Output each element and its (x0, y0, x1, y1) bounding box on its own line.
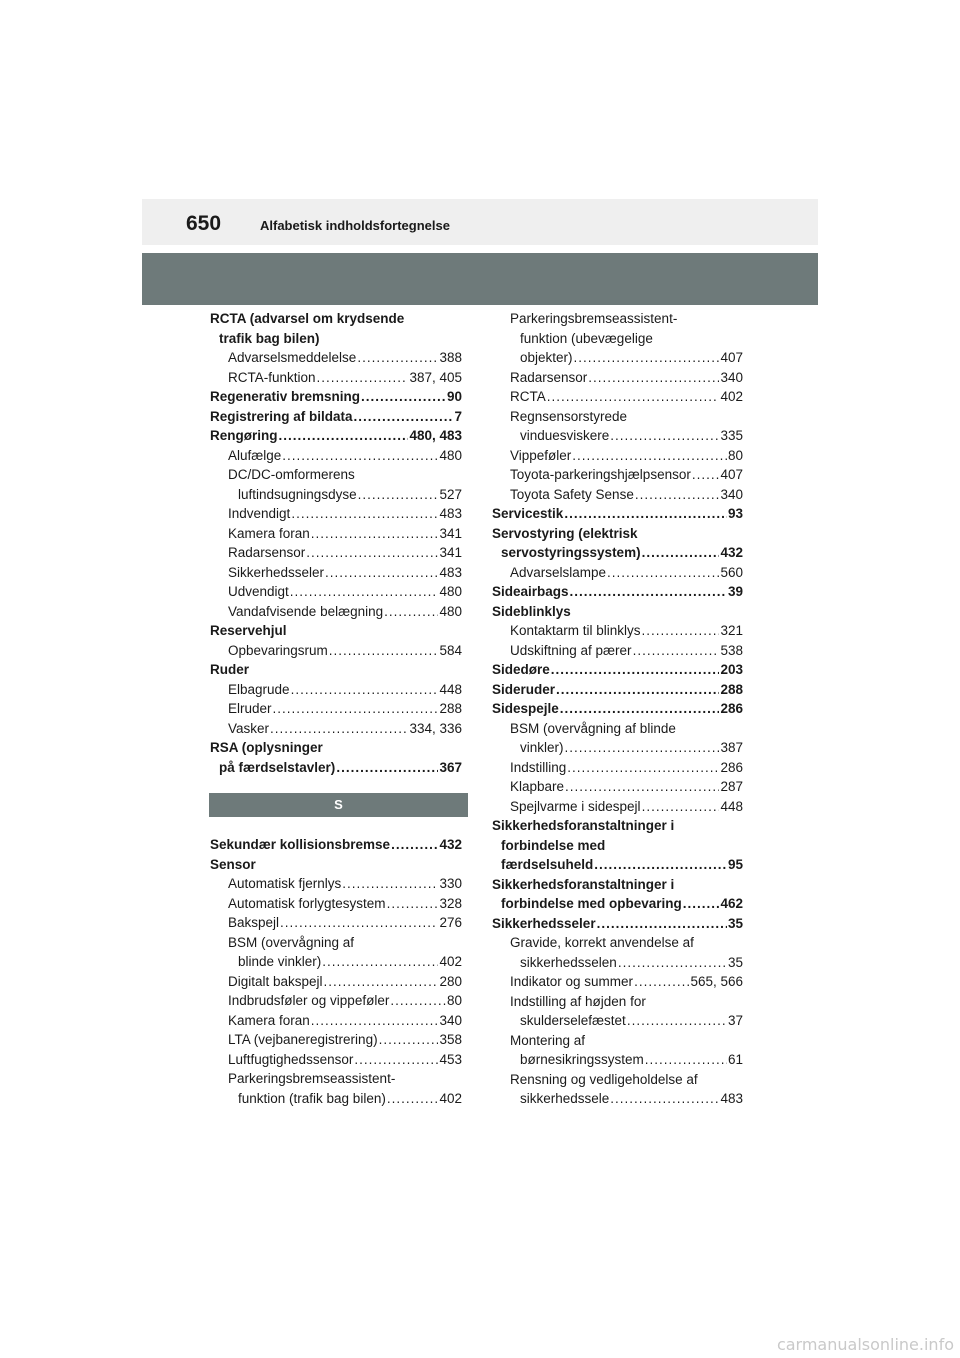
index-entry (492, 329, 743, 349)
entry-page: 39 (727, 584, 743, 599)
index-entry (210, 699, 462, 719)
index-entry (492, 777, 743, 797)
entry-page: 35 (727, 915, 743, 931)
entry-text: servostyringssystem) (501, 545, 641, 560)
entry-text: Toyota Safety Sense (510, 486, 634, 502)
index-entry (492, 855, 743, 875)
index-entry (210, 933, 462, 953)
entry-text: Sideblinklys (492, 603, 571, 619)
entry-page: 330 (439, 876, 462, 891)
index-entry (210, 758, 462, 778)
index-entry (210, 680, 462, 700)
index-group-r (210, 309, 462, 777)
entry-text: Sidespejle (492, 701, 559, 716)
index-entry (210, 621, 462, 641)
entry-text: RCTA (510, 389, 546, 404)
entry-text: Kamera foran (228, 525, 310, 541)
entry-text: Elruder (228, 701, 272, 716)
index-entry (210, 504, 462, 524)
dot-leader (642, 621, 720, 641)
index-entry (210, 426, 462, 446)
dot-leader (324, 972, 439, 992)
dot-leader (325, 563, 438, 583)
entry-text: på færdselstavler) (219, 759, 336, 775)
watermark: carmanualsonline.info (776, 1335, 954, 1354)
entry-text: RCTA (advarsel om krydsende (210, 311, 405, 326)
entry-page: 93 (727, 506, 743, 521)
entry-text: Regnsensorstyrede (510, 408, 628, 424)
dot-leader (336, 758, 438, 778)
dot-leader (634, 972, 689, 992)
entry-page: 276 (439, 915, 462, 930)
entry-text: Toyota-parkeringshjælpsensor (510, 467, 691, 482)
entry-text: Alufælge (228, 447, 282, 463)
entry-text: Sikkerhedsseler (492, 915, 596, 931)
dot-leader (642, 797, 720, 817)
entry-text: Opbevaringsrum (228, 642, 328, 658)
index-entry (210, 465, 462, 485)
dot-leader (329, 641, 439, 661)
dot-leader (390, 991, 446, 1011)
index-entry (492, 953, 743, 973)
entry-text: Spejlvarme i sidespejl (510, 798, 641, 814)
index-entry (492, 446, 743, 466)
entry-text: færdselsuheld (501, 857, 594, 872)
entry-text: Radarsensor (228, 545, 306, 560)
entry-page: 286 (720, 701, 743, 716)
page-number: 650 (186, 212, 222, 235)
index-entry (492, 699, 743, 719)
entry-text: vinkler) (520, 740, 564, 755)
entry-page: 560 (720, 564, 743, 580)
index-entry (492, 1070, 743, 1090)
entry-text: Vippeføler (510, 447, 572, 463)
entry-text: Vasker (228, 720, 270, 736)
entry-text: Luftfugtighedssensor (228, 1051, 354, 1067)
dot-leader (551, 660, 720, 680)
dot-leader (361, 387, 446, 407)
entry-text: forbindelse med (501, 837, 606, 853)
index-entry (210, 835, 462, 855)
entry-page: 402 (720, 389, 743, 404)
entry-text: Radarsensor (510, 369, 588, 385)
index-entry (210, 602, 462, 622)
entry-text: Montering af (510, 1032, 586, 1048)
section-heading-s: S (209, 793, 468, 817)
entry-text: Elbagrude (228, 681, 290, 697)
entry-text: Sikkerhedsforanstaltninger i (492, 818, 675, 833)
entry-text: Indstilling af højden for (510, 993, 646, 1009)
dot-leader (560, 699, 720, 719)
index-entry (210, 641, 462, 661)
dot-leader (627, 1011, 727, 1031)
entry-page: 584 (439, 642, 462, 658)
entry-page: 358 (439, 1032, 462, 1047)
entry-page: 35 (727, 954, 743, 970)
index-entry (210, 719, 462, 739)
entry-page: 480 (439, 584, 462, 599)
dot-leader (291, 504, 438, 524)
entry-text: Parkeringsbremseassistent- (228, 1071, 396, 1086)
dot-leader (642, 543, 720, 563)
entry-text: DC/DC-omformerens (228, 467, 355, 482)
dot-leader (564, 504, 727, 524)
dot-leader (311, 1011, 439, 1031)
entry-page: 61 (727, 1052, 743, 1067)
dot-leader (645, 1050, 727, 1070)
index-entry (492, 407, 743, 427)
entry-text: Indikator og summer (510, 974, 634, 989)
entry-text: RCTA-funktion (228, 369, 316, 385)
entry-text: forbindelse med opbevaring (501, 896, 682, 911)
index-entry (492, 602, 743, 622)
dot-leader (635, 485, 720, 505)
index-entry (492, 1031, 743, 1051)
dot-leader (317, 368, 409, 388)
index-entry (210, 1030, 462, 1050)
entry-text: Registrering af bildata (210, 408, 353, 424)
entry-text: Sensor (210, 856, 256, 872)
index-entry (210, 348, 462, 368)
entry-page: 328 (439, 895, 462, 911)
entry-text: funktion (trafik bag bilen) (238, 1090, 386, 1106)
index-entry (210, 913, 462, 933)
entry-page: 480, 483 (409, 428, 462, 443)
entry-text: skulderselefæstet (520, 1013, 626, 1028)
dot-leader (556, 680, 719, 700)
dot-leader (273, 699, 439, 719)
index-entry (210, 660, 462, 680)
entry-text: Sideruder (492, 681, 556, 697)
dot-leader (547, 387, 720, 407)
dot-leader (279, 426, 409, 446)
entry-text: blinde vinkler) (238, 954, 322, 969)
entry-text: Automatisk fjernlys (228, 876, 342, 891)
entry-text: Gravide, korrekt anvendelse af (510, 935, 694, 950)
dot-leader (358, 485, 439, 505)
index-entry (210, 387, 462, 407)
entry-text: sikkerhedsselen (520, 954, 617, 970)
entry-page: 387 (720, 740, 743, 755)
dot-leader (594, 855, 727, 875)
dot-leader (597, 914, 727, 934)
index-entry (492, 758, 743, 778)
entry-text: BSM (overvågning af blinde (510, 720, 676, 736)
index-entry (492, 387, 743, 407)
index-entry (492, 933, 743, 953)
entry-page: 527 (439, 486, 462, 502)
entry-text: Sekundær kollisionsbremse (210, 837, 391, 852)
entry-page: 387, 405 (409, 369, 462, 385)
entry-text: Klapbare (510, 779, 565, 794)
entry-text: sikkerhedssele (520, 1091, 610, 1106)
entry-text: trafik bag bilen) (219, 330, 320, 346)
entry-page: 402 (439, 954, 462, 969)
entry-text: Digitalt bakspejl (228, 973, 323, 989)
entry-text: vinduesviskere (520, 428, 610, 443)
entry-text: luftindsugningsdyse (238, 486, 357, 502)
index-entry (210, 991, 462, 1011)
dot-leader (291, 680, 439, 700)
index-entry (210, 563, 462, 583)
entry-page: 288 (720, 681, 743, 697)
dot-leader (379, 1030, 439, 1050)
dot-leader (280, 913, 438, 933)
index-entry (492, 816, 743, 836)
index-entry (492, 348, 743, 368)
entry-text: funktion (ubevægelige (520, 330, 653, 346)
index-entry (210, 368, 462, 388)
dot-leader (565, 777, 719, 797)
entry-page: 480 (439, 447, 462, 463)
entry-page: 321 (720, 623, 743, 638)
entry-page: 335 (720, 428, 743, 443)
entry-page: 565, 566 (690, 974, 743, 989)
entry-page: 287 (720, 779, 743, 794)
entry-page: 367 (439, 759, 462, 775)
dot-leader (683, 894, 720, 914)
dot-leader (357, 348, 438, 368)
index-entry (492, 504, 743, 524)
entry-page: 340 (720, 486, 743, 502)
entry-text: Regenerativ bremsning (210, 389, 361, 404)
index-entry (492, 1050, 743, 1070)
index-entry (210, 446, 462, 466)
index-entry (492, 836, 743, 856)
index-entry (492, 738, 743, 758)
entry-text: Sideairbags (492, 584, 569, 599)
entry-page: 341 (439, 525, 462, 541)
entry-text: Udskiftning af pærer (510, 642, 632, 658)
entry-text: Kamera foran (228, 1012, 310, 1028)
entry-text: Sidedøre (492, 662, 550, 677)
entry-page: 340 (439, 1012, 462, 1028)
dot-leader (387, 1089, 439, 1109)
index-entry (210, 738, 462, 758)
index-entry (492, 465, 743, 485)
entry-page: 448 (439, 681, 462, 697)
dot-leader (588, 368, 719, 388)
dot-leader (342, 874, 438, 894)
index-entry (210, 543, 462, 563)
entry-page: 80 (446, 993, 462, 1008)
entry-text: Bakspejl (228, 915, 280, 930)
dot-leader (354, 407, 454, 427)
header-banner (142, 253, 818, 305)
dot-leader (570, 582, 727, 602)
dot-leader (290, 582, 439, 602)
index-entry (492, 485, 743, 505)
entry-text: Ruder (210, 662, 250, 677)
index-entry (210, 874, 462, 894)
index-entry (492, 992, 743, 1012)
index-entry (210, 1069, 462, 1089)
entry-page: 480 (439, 603, 462, 619)
page-title: Alfabetisk indholdsfortegnelse (260, 218, 450, 233)
index-entry (210, 407, 462, 427)
entry-page: 432 (439, 837, 462, 852)
index-entry (492, 1011, 743, 1031)
entry-page: 538 (720, 642, 743, 658)
index-group-s (210, 835, 462, 1108)
index-entry (492, 719, 743, 739)
dot-leader (567, 758, 719, 778)
entry-text: Udvendigt (228, 584, 289, 599)
dot-leader (633, 641, 720, 661)
entry-page: 7 (454, 408, 462, 424)
index-entry (492, 543, 743, 563)
dot-leader (387, 894, 439, 914)
entry-text: Indstilling (510, 759, 567, 775)
entry-page: 280 (439, 973, 462, 989)
entry-page: 453 (439, 1051, 462, 1067)
index-entry (492, 875, 743, 895)
index-entry (210, 1050, 462, 1070)
index-entry (210, 855, 462, 875)
index-entry (210, 952, 462, 972)
entry-page: 388 (439, 350, 462, 365)
index-entry (210, 1011, 462, 1031)
entry-text: Indvendigt (228, 506, 291, 521)
dot-leader (282, 446, 438, 466)
index-entry (492, 621, 743, 641)
index-entry (210, 582, 462, 602)
entry-text: Indbrudsføler og vippeføler (228, 993, 390, 1008)
entry-page: 407 (720, 350, 743, 365)
dot-leader (391, 835, 438, 855)
index-entry (492, 368, 743, 388)
index-entry (210, 894, 462, 914)
entry-text: Kontaktarm til blinklys (510, 623, 641, 638)
entry-text: Rengøring (210, 428, 278, 443)
entry-text: Sikkerhedsseler (228, 564, 325, 580)
entry-page: 203 (720, 662, 743, 677)
index-column-left (210, 309, 462, 1108)
entry-text: Reservehjul (210, 623, 287, 638)
index-entry (492, 914, 743, 934)
entry-page: 288 (439, 701, 462, 716)
entry-text: objekter) (520, 350, 573, 365)
index-entry (492, 894, 743, 914)
dot-leader (572, 446, 727, 466)
entry-page: 462 (720, 896, 743, 911)
dot-leader (610, 426, 719, 446)
dot-leader (384, 602, 438, 622)
dot-leader (607, 563, 719, 583)
entry-page: 80 (727, 447, 743, 463)
dot-leader (322, 952, 438, 972)
entry-text: Servicestik (492, 506, 564, 521)
entry-text: Advarselslampe (510, 564, 607, 580)
entry-page: 334, 336 (409, 720, 462, 736)
dot-leader (306, 543, 438, 563)
index-entry (210, 1089, 462, 1109)
entry-page: 286 (720, 759, 743, 775)
entry-text: BSM (overvågning af (228, 934, 355, 950)
entry-page: 483 (439, 564, 462, 580)
index-column-right (492, 309, 743, 1109)
dot-leader (574, 348, 720, 368)
entry-page: 483 (720, 1091, 743, 1106)
entry-text: RSA (oplysninger (210, 740, 323, 755)
dot-leader (354, 1050, 438, 1070)
entry-page: 340 (720, 369, 743, 385)
index-entry (492, 582, 743, 602)
index-group-s-continued (492, 309, 743, 1109)
dot-leader (692, 465, 720, 485)
index-entry (210, 524, 462, 544)
index-entry (492, 309, 743, 329)
dot-leader (565, 738, 720, 758)
entry-page: 90 (446, 389, 462, 404)
index-entry (492, 524, 743, 544)
index-entry (210, 972, 462, 992)
index-entry (210, 329, 462, 349)
dot-leader (270, 719, 408, 739)
dot-leader (610, 1089, 719, 1109)
entry-text: Vandafvisende belægning (228, 603, 384, 619)
entry-text: Parkeringsbremseassistent- (510, 311, 678, 326)
entry-text: LTA (vejbaneregistrering) (228, 1032, 378, 1047)
entry-page: 37 (727, 1013, 743, 1028)
entry-page: 95 (727, 857, 743, 872)
entry-text: Sikkerhedsforanstaltninger i (492, 876, 675, 892)
entry-text: børnesikringssystem (520, 1052, 644, 1067)
index-entry (210, 485, 462, 505)
index-entry (492, 660, 743, 680)
index-entry (492, 680, 743, 700)
index-entry (492, 972, 743, 992)
entry-page: 448 (720, 798, 743, 814)
entry-page: 341 (439, 545, 462, 560)
entry-text: Advarselsmeddelelse (228, 350, 357, 365)
index-entry (492, 563, 743, 583)
index-entry (492, 426, 743, 446)
entry-page: 407 (720, 467, 743, 482)
entry-text: Rensning og vedligeholdelse af (510, 1071, 698, 1087)
entry-text: Servostyring (elektrisk (492, 525, 638, 541)
dot-leader (311, 524, 439, 544)
entry-page: 483 (439, 506, 462, 521)
entry-page: 432 (720, 545, 743, 560)
index-entry (492, 641, 743, 661)
index-entry (492, 1089, 743, 1109)
index-entry (492, 797, 743, 817)
entry-text: Automatisk forlygtesystem (228, 895, 386, 911)
dot-leader (618, 953, 727, 973)
entry-page: 402 (439, 1090, 462, 1106)
index-entry (210, 309, 462, 329)
page-header (142, 199, 818, 245)
